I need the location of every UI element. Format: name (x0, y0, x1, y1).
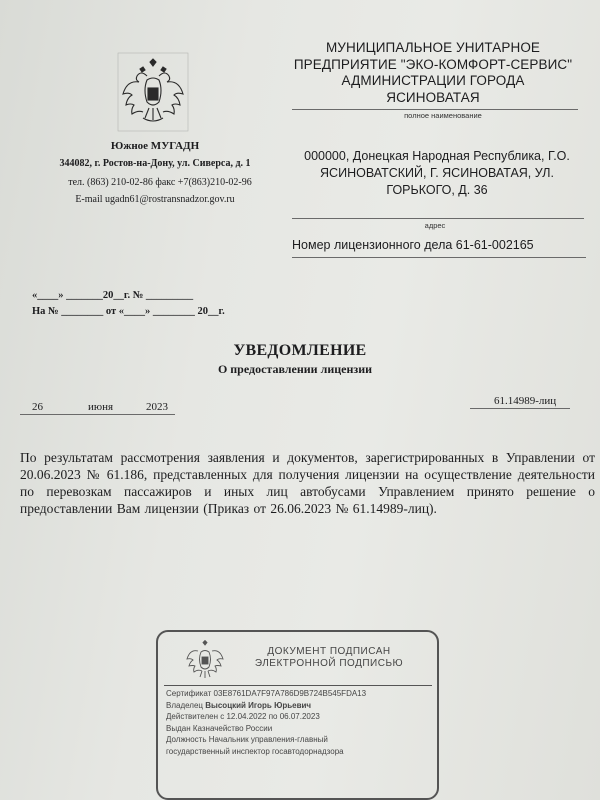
sender-address: 344082, г. Ростов-на-Дону, ул. Сиверса, д. 1 (59, 158, 251, 169)
stamp-title (234, 646, 424, 670)
sender-phone: тел. (863) 210-02-86 факс +7(863)210-02-96 (68, 177, 252, 188)
stamp-owner: Высоцкий Игорь Юрьевич (205, 700, 312, 710)
date-day: 26 (32, 401, 43, 413)
stamp-position: государственный инспектор госавтодорнадзора (166, 746, 344, 756)
recipient-address (292, 148, 582, 199)
recipient-name-line: МУНИЦИПАЛЬНОЕ УНИТАРНОЕ (325, 40, 541, 55)
date-year: 2023 (146, 401, 168, 413)
recipient-address-underline (292, 218, 584, 219)
recipient-name-underline (292, 109, 578, 110)
license-case-number: Номер лицензионного дела 61-61-002165 (292, 238, 534, 252)
registration-number-underline (470, 408, 570, 409)
stamp-title-line: ДОКУМЕНТ ПОДПИСАН (267, 646, 391, 657)
recipient-address-line: 000000, Донецкая Народная Республика, Г.О. (304, 149, 570, 163)
russian-eagle-emblem-icon (184, 640, 226, 682)
recipient-address-line: ГОРЬКОГО, Д. 36 (386, 183, 488, 197)
date-underline (20, 414, 175, 415)
recipient-name-line: ЯСИНОВАТАЯ (386, 89, 480, 105)
document-subtitle: О предоставлении лицензии (217, 362, 373, 376)
stamp-owner-label: Владелец (166, 700, 204, 710)
electronic-signature-stamp (156, 630, 439, 800)
recipient-address-label: адрес (424, 221, 446, 230)
date-month: июня (88, 401, 114, 413)
notification-body: По результатам рассмотрения заявления и документов, зарегистрированных в Управлении от 20.06.2023 № 61.186, представленных для получения лицензии на осуществление деятельности по перевозкам пассажиров и иных лиц автобусами Управлением принято решение о предоставлении Вам лицензии (Приказ от 26.06.2023 № 61.14989-лиц). (20, 450, 595, 516)
recipient-address-line: ЯСИНОВАТСКИЙ, Г. ЯСИНОВАТАЯ, УЛ. (320, 166, 554, 180)
recipient-name-line: АДМИНИСТРАЦИИ ГОРОДА (341, 73, 525, 88)
sender-email: E-mail ugadn61@rostransnadzor.gov.ru (75, 194, 235, 205)
license-case-underline (292, 257, 586, 258)
recipient-name (288, 40, 578, 106)
stamp-issuer: Выдан Казначейство России (166, 723, 273, 733)
stamp-owner-row (166, 700, 436, 712)
outgoing-number-line: «____» _______20__г. № _________ (32, 290, 194, 301)
recipient-name-line: ПРЕДПРИЯТИЕ "ЭКО-КОМФОРТ-СЕРВИС" (293, 56, 573, 72)
russian-eagle-emblem-icon (117, 52, 189, 132)
stamp-position: Должность Начальник управления-главный (166, 735, 328, 745)
incoming-reference-line: На № ________ от «____» ________ 20__г. (32, 306, 225, 317)
stamp-details (166, 688, 436, 758)
sender-name: Южное МУГАДН (110, 140, 200, 152)
registration-number: 61.14989-лиц (494, 395, 557, 407)
stamp-certificate: Сертификат 03E8761DA7F97A786D9B724B545FDA13 (166, 689, 367, 698)
stamp-validity: Действителен с 12.04.2022 по 06.07.2023 (166, 712, 320, 722)
stamp-divider (164, 685, 432, 686)
recipient-name-label: полное наименование (404, 111, 482, 120)
stamp-title-line: ЭЛЕКТРОННОЙ ПОДПИСЬЮ (254, 658, 404, 669)
document-title: УВЕДОМЛЕНИЕ (233, 342, 367, 359)
